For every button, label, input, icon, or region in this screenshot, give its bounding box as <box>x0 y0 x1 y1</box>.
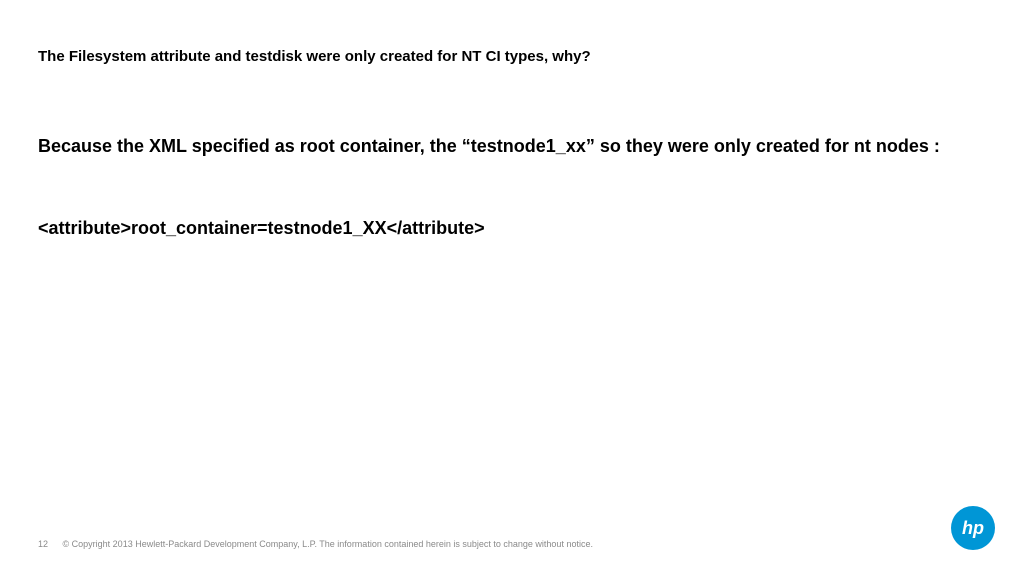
body-paragraph: Because the XML specified as root container, the “testnode1_xx” so they were only created for nt nodes : <box>38 136 940 156</box>
copyright-text: © Copyright 2013 Hewlett-Packard Development Company, L.P. The information contained herein is subject to change without notice. <box>62 539 593 549</box>
slide-title: The Filesystem attribute and testdisk were only created for NT CI types, why? <box>38 48 591 65</box>
hp-logo-icon <box>950 505 996 551</box>
footer <box>38 539 593 549</box>
page-number: 12 <box>38 539 49 549</box>
hp-logo-text: hp <box>962 518 984 538</box>
code-line: <attribute>root_container=testnode1_XX</attribute> <box>38 218 485 238</box>
